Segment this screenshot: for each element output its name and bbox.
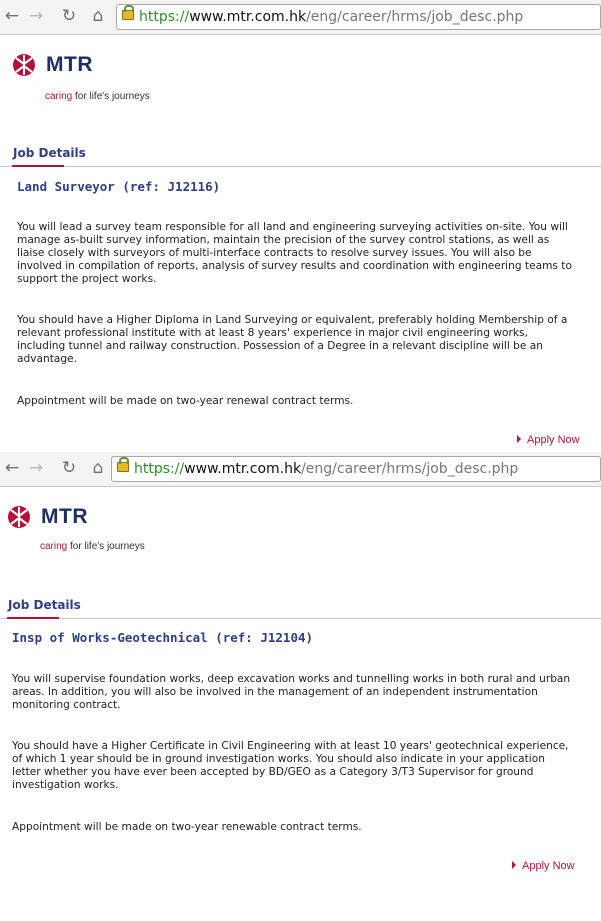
tagline-caring: caring bbox=[45, 91, 73, 102]
apply-now-link[interactable] bbox=[512, 860, 575, 872]
url-path: /eng/career/hrms/job_desc.php bbox=[306, 9, 524, 25]
browser-window-1 bbox=[0, 0, 601, 452]
mtr-logo-icon bbox=[12, 53, 42, 77]
section-title: Job Details bbox=[13, 146, 86, 160]
ssl-lock-icon bbox=[122, 10, 134, 20]
apply-now-label: Apply Now bbox=[522, 860, 575, 872]
forward-arrow-icon[interactable]: → bbox=[28, 6, 44, 26]
apply-now-label: Apply Now bbox=[527, 434, 580, 446]
url-scheme: https:// bbox=[134, 461, 185, 477]
mtr-logo-icon bbox=[7, 505, 37, 529]
ssl-lock-icon bbox=[117, 462, 129, 472]
back-arrow-icon[interactable]: ← bbox=[4, 6, 20, 26]
url-host: www.mtr.com.hk bbox=[184, 461, 302, 477]
browser-window-2 bbox=[0, 452, 601, 921]
job-terms-paragraph: Appointment will be made on two-year renewable contract terms. bbox=[12, 821, 362, 833]
job-terms-paragraph: Appointment will be made on two-year renewal contract terms. bbox=[17, 395, 354, 407]
section-header bbox=[0, 144, 601, 167]
mtr-logo[interactable] bbox=[12, 53, 93, 77]
logo-wordmark: MTR bbox=[46, 53, 93, 76]
reload-icon[interactable]: ↻ bbox=[61, 458, 77, 478]
url-host: www.mtr.com.hk bbox=[189, 9, 307, 25]
job-title: Land Surveyor (ref: J12116) bbox=[17, 179, 221, 194]
job-description-paragraph: You will lead a survey team responsible for all land and engineering surveying activities on-site. You will manage as-built survey information, maintain the precision of the survey control stations, as well as liaise closely with surveyors of multi-interface contracts to resolve survey issues. You will also be involved in compilation of reports, analysis of survey results and coordination with engineering teams to support the project works. bbox=[17, 221, 572, 285]
forward-arrow-icon[interactable]: → bbox=[28, 458, 44, 478]
reload-icon[interactable]: ↻ bbox=[61, 6, 77, 26]
section-title: Job Details bbox=[8, 598, 81, 612]
tagline-rest: for life's journeys bbox=[67, 541, 145, 552]
url-text bbox=[134, 460, 518, 478]
browser-toolbar bbox=[0, 0, 601, 35]
tagline-caring: caring bbox=[40, 541, 68, 552]
logo-tagline bbox=[40, 541, 145, 552]
job-requirements-paragraph: You should have a Higher Diploma in Land Surveying or equivalent, preferably holding Membership of a relevant professional institute with at least 8 years' experience in major civil engineering works, including tunnel and railway construction. Possession of a Degree in a relevant discipline will be an advantage. bbox=[17, 314, 568, 365]
url-path: /eng/career/hrms/job_desc.php bbox=[301, 461, 519, 477]
section-underline bbox=[7, 617, 59, 619]
home-icon[interactable]: ⌂ bbox=[92, 458, 104, 478]
section-header bbox=[0, 596, 601, 619]
url-scheme: https:// bbox=[139, 9, 190, 25]
job-requirements-paragraph: You should have a Higher Certificate in Civil Engineering with at least 10 years' geotechnical experience, of which 1 year should be in ground investigation works. You should also indicate in your application letter whether you have ever been accepted by BD/GEO as a Category 3/T3 Supervisor for ground investigation works. bbox=[12, 740, 569, 791]
tagline-rest: for life's journeys bbox=[72, 91, 150, 102]
browser-toolbar bbox=[0, 452, 601, 487]
arrow-right-icon bbox=[517, 435, 521, 443]
job-description-paragraph: You will supervise foundation works, deep excavation works and tunnelling works in both rural and urban areas. In addition, you will also be involved in the management of an independent instrumentation monitoring contract. bbox=[12, 673, 571, 711]
mtr-logo[interactable] bbox=[7, 505, 88, 529]
back-arrow-icon[interactable]: ← bbox=[4, 458, 20, 478]
arrow-right-icon bbox=[512, 861, 516, 869]
address-bar[interactable] bbox=[116, 4, 601, 30]
address-bar[interactable] bbox=[111, 456, 601, 482]
section-underline bbox=[12, 165, 64, 167]
job-title: Insp of Works-Geotechnical (ref: J12104) bbox=[12, 630, 314, 645]
logo-tagline bbox=[45, 91, 150, 102]
home-icon[interactable]: ⌂ bbox=[92, 6, 104, 26]
logo-wordmark: MTR bbox=[41, 505, 88, 528]
url-text bbox=[139, 8, 523, 26]
apply-now-link[interactable] bbox=[517, 434, 580, 446]
